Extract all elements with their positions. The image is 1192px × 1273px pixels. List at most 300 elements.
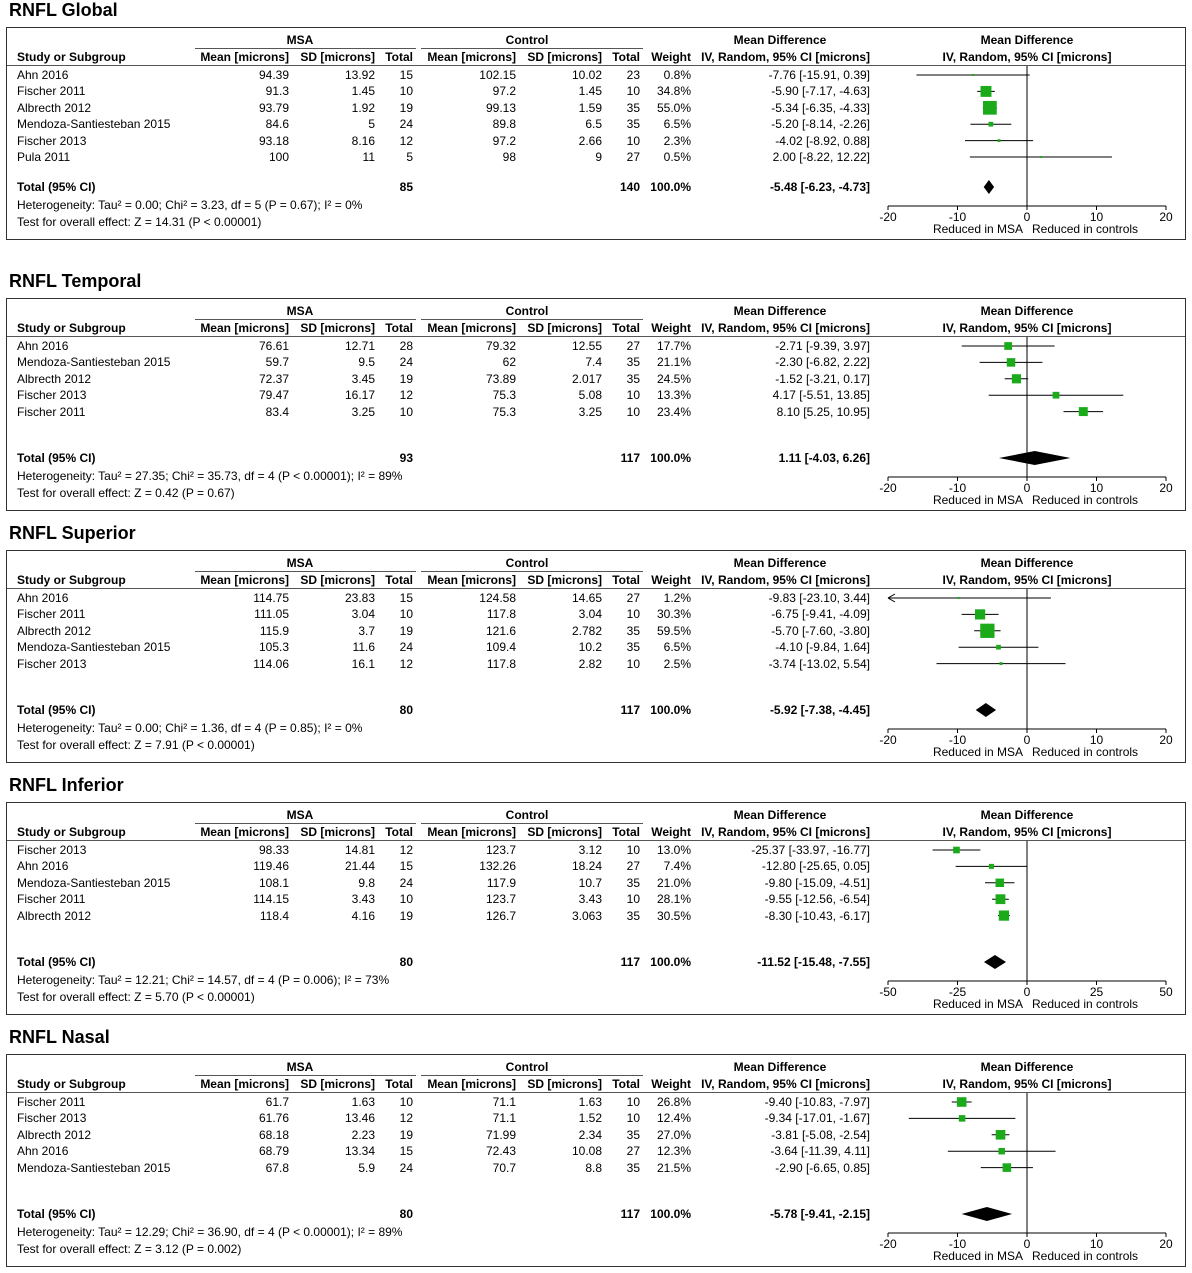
point-estimate [996, 645, 1001, 650]
study-ci: -9.83 [-23.10, 3.44] [768, 591, 870, 605]
total-msa: 85 [399, 180, 413, 194]
point-estimate [972, 74, 974, 76]
point-estimate [1012, 374, 1021, 383]
msa-mean-header: Mean [microns] [200, 50, 289, 64]
study-name: Mendoza-Santiesteban 2015 [17, 1160, 171, 1175]
panel-title: RNFL Inferior [9, 775, 124, 795]
msa-total: 12 [399, 388, 413, 403]
total-label: Total (95% CI) [17, 955, 96, 969]
total-label: Total (95% CI) [17, 703, 96, 717]
total-weight: 100.0% [650, 180, 691, 194]
study-weight: 59.5% [656, 623, 691, 638]
msa-mean-header: Mean [microns] [200, 1077, 289, 1091]
control-group-header: Control [505, 1060, 549, 1074]
md-column-header: Mean Difference [733, 304, 827, 318]
msa-sd: 13.46 [344, 1111, 375, 1126]
md-ci-header: IV, Random, 95% CI [microns] [701, 1077, 870, 1091]
study-weight: 17.7% [656, 339, 691, 353]
md-plot-header: Mean Difference [980, 1060, 1074, 1074]
study-weight: 2.5% [663, 656, 691, 671]
study-name: Ahn 2016 [17, 591, 69, 605]
md-ci-header: IV, Random, 95% CI [microns] [701, 50, 870, 64]
reduced-msa-label: Reduced in MSA [932, 222, 1023, 236]
control-sd: 3.25 [578, 404, 602, 419]
control-sd: 1.59 [578, 100, 602, 115]
md-plot-subheader: IV, Random, 95% CI [microns] [942, 825, 1112, 839]
study-weight: 12.4% [656, 1111, 691, 1126]
control-group-header: Control [505, 556, 549, 570]
msa-sd: 13.34 [344, 1144, 375, 1159]
total-control: 117 [620, 955, 640, 969]
point-estimate [996, 1130, 1006, 1140]
msa-total: 10 [399, 607, 413, 622]
study-name: Mendoza-Santiesteban 2015 [17, 640, 171, 655]
point-estimate [1003, 1163, 1012, 1172]
msa-sd: 16.17 [344, 388, 375, 403]
msa-mean-header: Mean [microns] [200, 321, 289, 335]
forest-panel [0, 775, 1192, 1021]
control-total: 10 [626, 1111, 640, 1126]
study-weight: 0.8% [663, 68, 691, 82]
md-plot-subheader: IV, Random, 95% CI [microns] [942, 1077, 1112, 1091]
study-weight: 34.8% [656, 84, 691, 99]
point-estimate [953, 847, 960, 854]
study-ci: -2.30 [-6.82, 2.22] [775, 355, 870, 370]
overall-effect-text: Test for overall effect: Z = 14.31 (P < 0.00001) [17, 215, 262, 229]
md-ci-header: IV, Random, 95% CI [microns] [701, 321, 870, 335]
control-total: 10 [626, 84, 640, 99]
control-total: 35 [626, 117, 640, 132]
msa-total: 28 [399, 339, 413, 353]
msa-mean: 68.18 [258, 1127, 289, 1142]
control-total-header: Total [612, 321, 640, 335]
study-weight: 2.3% [663, 133, 691, 148]
md-column-header: Mean Difference [733, 556, 827, 570]
control-total: 27 [626, 339, 640, 353]
forest-panel [0, 1027, 1192, 1273]
forest-panel [0, 271, 1192, 517]
msa-total: 10 [399, 1095, 413, 1109]
study-name: Fischer 2011 [17, 84, 86, 99]
study-ci: -25.37 [-33.97, -16.77] [751, 843, 870, 857]
control-mean: 72.43 [485, 1144, 516, 1159]
msa-mean: 67.8 [265, 1160, 289, 1175]
msa-group-header: MSA [286, 556, 314, 570]
control-mean: 117.8 [486, 656, 516, 671]
control-sd: 1.52 [578, 1111, 602, 1126]
md-ci-header: IV, Random, 95% CI [microns] [701, 825, 870, 839]
study-name: Albrecth 2012 [17, 100, 92, 115]
pooled-diamond [984, 955, 1006, 969]
msa-sd: 8.16 [351, 133, 375, 148]
study-weight: 26.8% [656, 1095, 691, 1109]
total-label: Total (95% CI) [17, 1207, 96, 1221]
pooled-diamond [984, 180, 994, 194]
control-sd: 8.8 [585, 1160, 602, 1175]
study-ci: -6.75 [-9.41, -4.09] [771, 607, 870, 622]
forest-plot-svg [0, 1027, 1192, 1273]
x-tick-label: 20 [1159, 210, 1173, 224]
msa-total: 5 [406, 150, 413, 164]
total-control: 140 [619, 180, 640, 194]
msa-mean: 119.46 [253, 859, 289, 874]
msa-total: 12 [399, 656, 413, 671]
study-ci: -12.80 [-25.65, 0.05] [761, 859, 870, 874]
msa-group-header: MSA [286, 1060, 314, 1074]
msa-total: 12 [399, 1111, 413, 1126]
study-name: Ahn 2016 [17, 339, 69, 353]
msa-group-header: MSA [286, 304, 314, 318]
msa-sd: 2.23 [351, 1127, 375, 1142]
study-name: Mendoza-Santiesteban 2015 [17, 875, 171, 890]
study-ci: -8.30 [-10.43, -6.17] [764, 908, 870, 923]
study-header: Study or Subgroup [17, 321, 126, 335]
total-msa: 93 [399, 451, 413, 465]
x-tick-label: 50 [1159, 985, 1173, 999]
msa-sd: 3.25 [351, 404, 375, 419]
x-tick-label: 10 [1089, 210, 1104, 224]
msa-group-header: MSA [286, 33, 314, 47]
md-ci-header: IV, Random, 95% CI [microns] [701, 573, 870, 587]
md-plot-header: Mean Difference [980, 304, 1074, 318]
study-weight: 28.1% [656, 892, 691, 907]
msa-mean: 61.76 [258, 1111, 289, 1126]
msa-total: 12 [399, 843, 413, 857]
msa-sd: 9.5 [358, 355, 375, 370]
total-ci: -5.92 [-7.38, -4.45] [769, 703, 870, 717]
msa-total: 24 [399, 1160, 413, 1175]
control-sd: 14.65 [571, 591, 602, 605]
msa-sd: 11.6 [352, 640, 375, 655]
msa-sd-header: SD [microns] [300, 825, 375, 839]
control-mean: 71.99 [485, 1127, 516, 1142]
msa-mean: 79.47 [258, 388, 289, 403]
control-mean-header: Mean [microns] [427, 50, 516, 64]
control-sd: 2.34 [578, 1127, 602, 1142]
control-mean: 126.7 [485, 908, 516, 923]
control-sd-header: SD [microns] [527, 50, 602, 64]
study-ci: -7.76 [-15.91, 0.39] [768, 68, 870, 82]
study-ci: -5.70 [-7.60, -3.80] [771, 623, 870, 638]
md-column-header: Mean Difference [733, 1060, 827, 1074]
msa-sd: 3.45 [351, 371, 375, 386]
x-tick-label: -20 [879, 733, 897, 747]
msa-sd: 9.8 [358, 875, 375, 890]
control-mean-header: Mean [microns] [427, 573, 516, 587]
msa-sd-header: SD [microns] [300, 50, 375, 64]
msa-mean-header: Mean [microns] [200, 825, 289, 839]
control-mean: 75.3 [492, 388, 516, 403]
study-ci: -3.74 [-13.02, 5.54] [768, 656, 870, 671]
point-estimate [998, 1148, 1004, 1154]
x-tick-label: -50 [879, 985, 897, 999]
control-mean: 99.13 [485, 100, 516, 115]
control-mean: 117.9 [486, 875, 516, 890]
heterogeneity-text: Heterogeneity: Tau² = 12.21; Chi² = 14.57, df = 4 (P = 0.006); I² = 73% [17, 973, 390, 987]
control-mean: 124.58 [479, 591, 516, 605]
msa-total: 24 [399, 355, 413, 370]
control-total: 35 [626, 355, 640, 370]
point-estimate [1007, 358, 1015, 366]
control-sd: 6.5 [585, 117, 602, 132]
msa-total: 24 [399, 875, 413, 890]
study-header: Study or Subgroup [17, 825, 126, 839]
total-weight: 100.0% [650, 451, 691, 465]
control-mean: 97.2 [492, 133, 516, 148]
md-plot-header: Mean Difference [980, 556, 1074, 570]
msa-total: 15 [399, 591, 413, 605]
study-weight: 13.3% [656, 388, 691, 403]
pooled-diamond [976, 703, 996, 717]
msa-total: 19 [399, 371, 413, 386]
study-weight: 21.1% [656, 355, 691, 370]
x-tick-label: -10 [948, 1237, 967, 1251]
total-weight: 100.0% [650, 1207, 691, 1221]
msa-total-header: Total [385, 321, 413, 335]
study-weight: 30.5% [656, 908, 691, 923]
study-name: Ahn 2016 [17, 68, 69, 82]
study-name: Fischer 2013 [17, 133, 87, 148]
control-total: 27 [626, 859, 640, 874]
msa-mean: 72.37 [258, 371, 289, 386]
msa-total: 19 [399, 908, 413, 923]
total-ci: -5.48 [-6.23, -4.73] [769, 180, 870, 194]
control-mean-header: Mean [microns] [427, 321, 516, 335]
study-name: Albrecth 2012 [17, 908, 92, 923]
control-total: 10 [626, 892, 640, 907]
total-control: 117 [620, 451, 640, 465]
control-total-header: Total [612, 573, 640, 587]
study-weight: 24.5% [656, 371, 691, 386]
heterogeneity-text: Heterogeneity: Tau² = 12.29; Chi² = 36.90, df = 4 (P < 0.00001); I² = 89% [17, 1225, 403, 1239]
point-estimate [958, 597, 960, 599]
study-name: Mendoza-Santiesteban 2015 [17, 355, 171, 370]
x-tick-label: 20 [1159, 481, 1173, 495]
control-total-header: Total [612, 825, 640, 839]
msa-mean: 93.18 [258, 133, 289, 148]
point-estimate [980, 624, 994, 638]
study-weight: 6.5% [663, 117, 691, 132]
control-total: 35 [626, 1160, 640, 1175]
msa-mean: 94.39 [258, 68, 289, 82]
study-ci: -1.52 [-3.21, 0.17] [775, 371, 870, 386]
md-column-header: Mean Difference [733, 33, 827, 47]
point-estimate [959, 1115, 966, 1122]
x-tick-label: 25 [1089, 985, 1104, 999]
msa-total: 10 [399, 892, 413, 907]
study-name: Fischer 2013 [17, 1111, 87, 1126]
study-weight: 7.4% [663, 859, 691, 874]
control-mean: 75.3 [492, 404, 516, 419]
pooled-diamond [962, 1207, 1012, 1221]
control-mean: 121.6 [485, 623, 516, 638]
x-tick-label: 0 [1023, 733, 1031, 747]
md-plot-subheader: IV, Random, 95% CI [microns] [942, 321, 1112, 335]
point-estimate [1079, 407, 1088, 416]
study-weight: 27.0% [656, 1127, 691, 1142]
study-ci: -4.10 [-9.84, 1.64] [775, 640, 870, 655]
overall-effect-text: Test for overall effect: Z = 7.91 (P < 0.00001) [17, 738, 255, 752]
control-mean: 71.1 [492, 1111, 516, 1126]
study-name: Fischer 2011 [17, 404, 86, 419]
heterogeneity-text: Heterogeneity: Tau² = 0.00; Chi² = 3.23, df = 5 (P = 0.67); I² = 0% [17, 198, 363, 212]
msa-mean: 68.79 [258, 1144, 289, 1159]
study-name: Pula 2011 [17, 150, 71, 164]
x-tick-label: -25 [948, 985, 967, 999]
study-weight: 12.3% [656, 1144, 691, 1159]
control-mean-header: Mean [microns] [427, 825, 516, 839]
overall-effect-text: Test for overall effect: Z = 5.70 (P < 0.00001) [17, 990, 255, 1004]
control-total-header: Total [612, 50, 640, 64]
msa-mean: 118.4 [259, 908, 289, 923]
forest-panel [0, 523, 1192, 769]
study-header: Study or Subgroup [17, 573, 126, 587]
control-total: 27 [626, 150, 640, 164]
msa-group-header: MSA [286, 808, 314, 822]
control-sd-header: SD [microns] [527, 1077, 602, 1091]
point-estimate [989, 122, 994, 127]
point-estimate [957, 1097, 967, 1107]
control-sd: 2.782 [571, 623, 602, 638]
total-msa: 80 [399, 955, 413, 969]
reduced-msa-label: Reduced in MSA [932, 493, 1023, 507]
msa-sd: 16.1 [351, 656, 375, 671]
msa-total: 15 [399, 68, 413, 82]
point-estimate [1040, 156, 1042, 158]
x-tick-label: 10 [1089, 733, 1104, 747]
control-total: 27 [626, 591, 640, 605]
md-plot-subheader: IV, Random, 95% CI [microns] [942, 50, 1112, 64]
weight-header: Weight [651, 1077, 691, 1091]
control-mean: 89.8 [492, 117, 516, 132]
study-ci: 4.17 [-5.51, 13.85] [772, 388, 870, 403]
msa-sd-header: SD [microns] [300, 573, 375, 587]
panel-title: RNFL Global [9, 0, 118, 20]
total-label: Total (95% CI) [17, 180, 96, 194]
msa-mean: 100 [268, 150, 289, 164]
study-name: Fischer 2013 [17, 656, 87, 671]
study-ci: -2.90 [-6.65, 0.85] [775, 1160, 870, 1175]
control-mean: 98 [502, 150, 516, 164]
point-estimate [1053, 392, 1060, 399]
overall-effect-text: Test for overall effect: Z = 0.42 (P = 0.67) [17, 486, 235, 500]
control-sd: 1.63 [578, 1095, 602, 1109]
total-weight: 100.0% [650, 703, 691, 717]
msa-sd-header: SD [microns] [300, 1077, 375, 1091]
control-sd-header: SD [microns] [527, 573, 602, 587]
reduced-msa-label: Reduced in MSA [932, 1249, 1023, 1263]
control-group-header: Control [505, 33, 549, 47]
study-ci: -2.71 [-9.39, 3.97] [775, 339, 870, 353]
control-sd: 1.45 [578, 84, 602, 99]
x-tick-label: -10 [948, 481, 967, 495]
msa-mean: 61.7 [265, 1095, 289, 1109]
study-ci: -9.40 [-10.83, -7.97] [764, 1095, 870, 1109]
study-weight: 55.0% [656, 100, 691, 115]
total-ci: 1.11 [-4.03, 6.26] [778, 451, 870, 465]
msa-sd: 23.83 [344, 591, 375, 605]
reduced-controls-label: Reduced in controls [1032, 745, 1139, 759]
total-msa: 80 [399, 1207, 413, 1221]
reduced-controls-label: Reduced in controls [1032, 222, 1139, 236]
control-mean: 123.7 [485, 843, 516, 857]
msa-sd: 3.7 [358, 623, 375, 638]
panel-title: RNFL Temporal [9, 271, 142, 291]
reduced-controls-label: Reduced in controls [1032, 997, 1139, 1011]
msa-total: 19 [399, 1127, 413, 1142]
total-control: 117 [620, 1207, 640, 1221]
total-msa: 80 [399, 703, 413, 717]
msa-sd: 13.92 [344, 68, 375, 82]
msa-sd: 1.63 [351, 1095, 375, 1109]
x-tick-label: 0 [1023, 210, 1031, 224]
control-group-header: Control [505, 304, 549, 318]
msa-sd: 1.92 [351, 100, 375, 115]
study-weight: 0.5% [663, 150, 691, 164]
msa-total: 10 [399, 84, 413, 99]
panel-title: RNFL Superior [9, 523, 136, 543]
msa-sd-header: SD [microns] [300, 321, 375, 335]
msa-mean: 114.15 [253, 892, 289, 907]
control-total: 10 [626, 1095, 640, 1109]
msa-total: 19 [399, 100, 413, 115]
control-sd: 3.04 [578, 607, 602, 622]
study-ci: 8.10 [5.25, 10.95] [776, 404, 870, 419]
control-sd: 10.7 [578, 875, 602, 890]
msa-total: 12 [399, 133, 413, 148]
study-ci: -4.02 [-8.92, 0.88] [775, 133, 870, 148]
study-name: Fischer 2011 [17, 607, 86, 622]
point-estimate [996, 879, 1004, 887]
msa-mean: 83.4 [265, 404, 289, 419]
control-sd: 9 [595, 150, 602, 164]
control-sd-header: SD [microns] [527, 321, 602, 335]
point-estimate [989, 864, 994, 869]
msa-sd: 21.44 [344, 859, 375, 874]
msa-total-header: Total [385, 573, 413, 587]
study-ci: 2.00 [-8.22, 12.22] [772, 150, 870, 164]
control-sd: 7.4 [585, 355, 602, 370]
study-weight: 23.4% [656, 404, 691, 419]
x-tick-label: -10 [948, 733, 967, 747]
control-total: 35 [626, 623, 640, 638]
study-name: Fischer 2013 [17, 388, 87, 403]
heterogeneity-text: Heterogeneity: Tau² = 27.35; Chi² = 35.73, df = 4 (P < 0.00001); I² = 89% [17, 469, 403, 483]
total-ci: -5.78 [-9.41, -2.15] [769, 1207, 870, 1221]
control-total: 10 [626, 133, 640, 148]
weight-header: Weight [651, 573, 691, 587]
study-ci: -5.34 [-6.35, -4.33] [771, 100, 870, 115]
control-total: 35 [626, 1127, 640, 1142]
reduced-controls-label: Reduced in controls [1032, 493, 1139, 507]
control-mean: 97.2 [492, 84, 516, 99]
msa-total: 24 [399, 117, 413, 132]
control-mean: 71.1 [492, 1095, 516, 1109]
weight-header: Weight [651, 321, 691, 335]
msa-total: 19 [399, 623, 413, 638]
msa-total-header: Total [385, 50, 413, 64]
msa-sd: 14.81 [344, 843, 375, 857]
point-estimate [1004, 342, 1012, 350]
point-estimate [996, 894, 1006, 904]
control-mean: 117.8 [486, 607, 516, 622]
point-estimate [998, 139, 1001, 142]
x-tick-label: -10 [948, 210, 967, 224]
control-sd: 3.12 [578, 843, 602, 857]
study-ci: -5.20 [-8.14, -2.26] [771, 117, 870, 132]
msa-sd: 12.71 [344, 339, 375, 353]
control-sd: 10.08 [571, 1144, 602, 1159]
